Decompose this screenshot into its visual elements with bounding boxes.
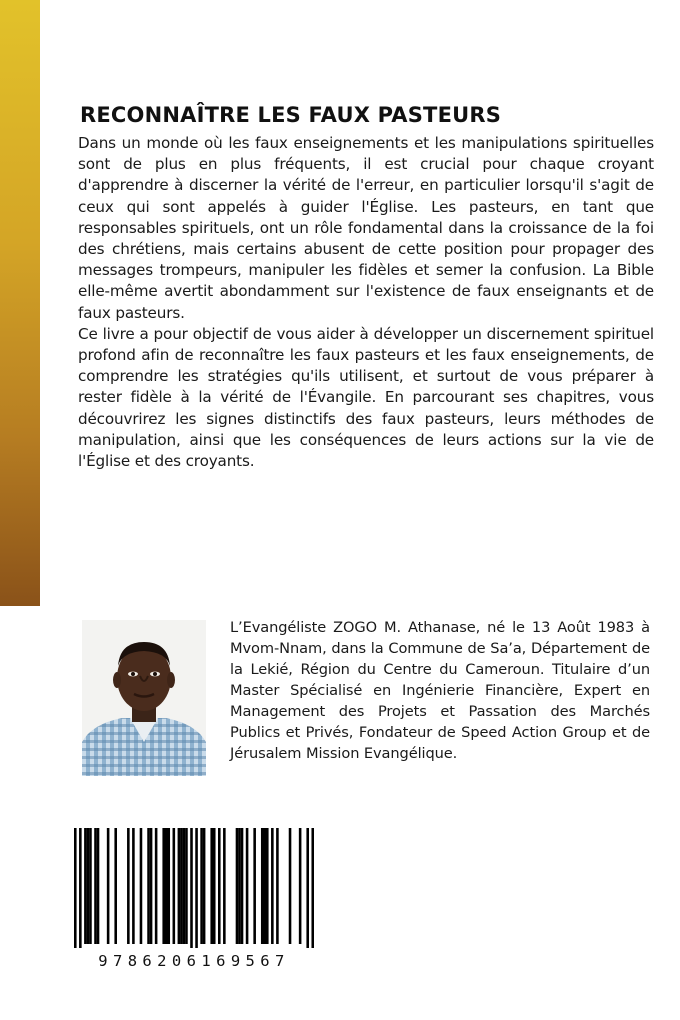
barcode-bar (246, 828, 249, 944)
barcode-bar (276, 828, 279, 944)
barcode-bar (236, 828, 239, 944)
barcode-bar (266, 828, 269, 944)
barcode-bar (140, 828, 143, 944)
barcode-bar (183, 828, 186, 944)
barcode-bar (241, 828, 244, 944)
barcode-bar (271, 828, 274, 944)
barcode-bars (74, 826, 314, 950)
accent-side-bar (0, 0, 40, 606)
barcode-bar (218, 828, 221, 944)
barcode-bar (263, 828, 266, 944)
author-bio: L’Evangéliste ZOGO M. Athanase, né le 13 Août 1983 à Mvom-Nnam, dans la Commune de Sa’a, Département de la Lekié, Région du Centre du Cameroun. Titulaire d’un Master Spécialisé en Ingénierie Financière, Expert en Management des Projets et Passation des Marchés Publics et Privés, Fondateur de Speed Action Group et de Jérusalem Mission Evangélique. (230, 619, 650, 762)
author-portrait-icon (82, 620, 206, 776)
barcode-bar (150, 828, 153, 944)
barcode-bar (213, 828, 216, 944)
barcode-bar (147, 828, 150, 944)
barcode-bar (74, 828, 77, 948)
barcode-bar (253, 828, 256, 944)
barcode-bar (185, 828, 188, 944)
barcode-bar (107, 828, 110, 944)
book-summary (78, 133, 654, 472)
isbn-barcode (74, 826, 314, 976)
book-title: RECONNAÎTRE LES FAUX PASTEURS (80, 103, 502, 127)
summary-paragraph-1: Dans un monde où les faux enseignements et les manipulations spirituelles sont de plus en plus fréquents, il est crucial pour chaque croyant d'apprendre à discerner la vérité de l'erreur, en particulier lorsqu'il s'agit de ceux qui sont appelés à guider l'Église. Les pasteurs, en tant que responsables spirituels, ont un rôle fondamental dans la croissance de la foi des chrétiens, mais certains abusent de cette position pour propager des messages trompeurs, manipuler les fidèles et semer la confusion. La Bible elle-même avertit abondamment sur l'existence de faux enseignants et de faux pasteurs. (78, 134, 654, 322)
barcode-bar (173, 828, 176, 944)
barcode-bar (223, 828, 226, 944)
barcode-bar (94, 828, 97, 944)
barcode-bar (114, 828, 117, 944)
barcode-bar (165, 828, 168, 944)
barcode-bar (84, 828, 87, 944)
barcode-bar (195, 828, 198, 948)
barcode-bar (238, 828, 241, 944)
barcode-bar (299, 828, 302, 944)
barcode-bar (155, 828, 158, 944)
barcode-bar (167, 828, 170, 944)
barcode-bar (127, 828, 130, 944)
barcode-bar (178, 828, 181, 944)
author-photo (82, 620, 206, 776)
barcode-bar (180, 828, 183, 944)
barcode-bar (132, 828, 135, 944)
barcode-bar (200, 828, 203, 944)
barcode-bar (162, 828, 165, 944)
barcode-bar (289, 828, 292, 944)
barcode-bar (261, 828, 264, 944)
barcode-bar (79, 828, 82, 948)
summary-paragraph-2: Ce livre a pour objectif de vous aider à développer un discernement spirituel profond afin de reconnaître les faux pasteurs et les faux enseignements, de comprendre les stratégies qu'ils utilisent, et surtout de vous préparer à rester fidèle à la vérité de l'Évangile. En parcourant ses chapitres, vous découvrirez les signes distinctifs des faux pasteurs, leurs méthodes de manipulation, ainsi que les conséquences de leurs actions sur la vie de l'Église et des croyants. (78, 324, 654, 471)
barcode-bar (97, 828, 100, 944)
barcode-bar (306, 828, 309, 948)
barcode-bar (210, 828, 213, 944)
barcode-bar (190, 828, 193, 948)
barcode-bar (203, 828, 206, 944)
barcode-bar (87, 828, 90, 944)
barcode-bar (89, 828, 92, 944)
barcode-bar (311, 828, 314, 948)
isbn-number: 9786206169567 (98, 952, 290, 970)
